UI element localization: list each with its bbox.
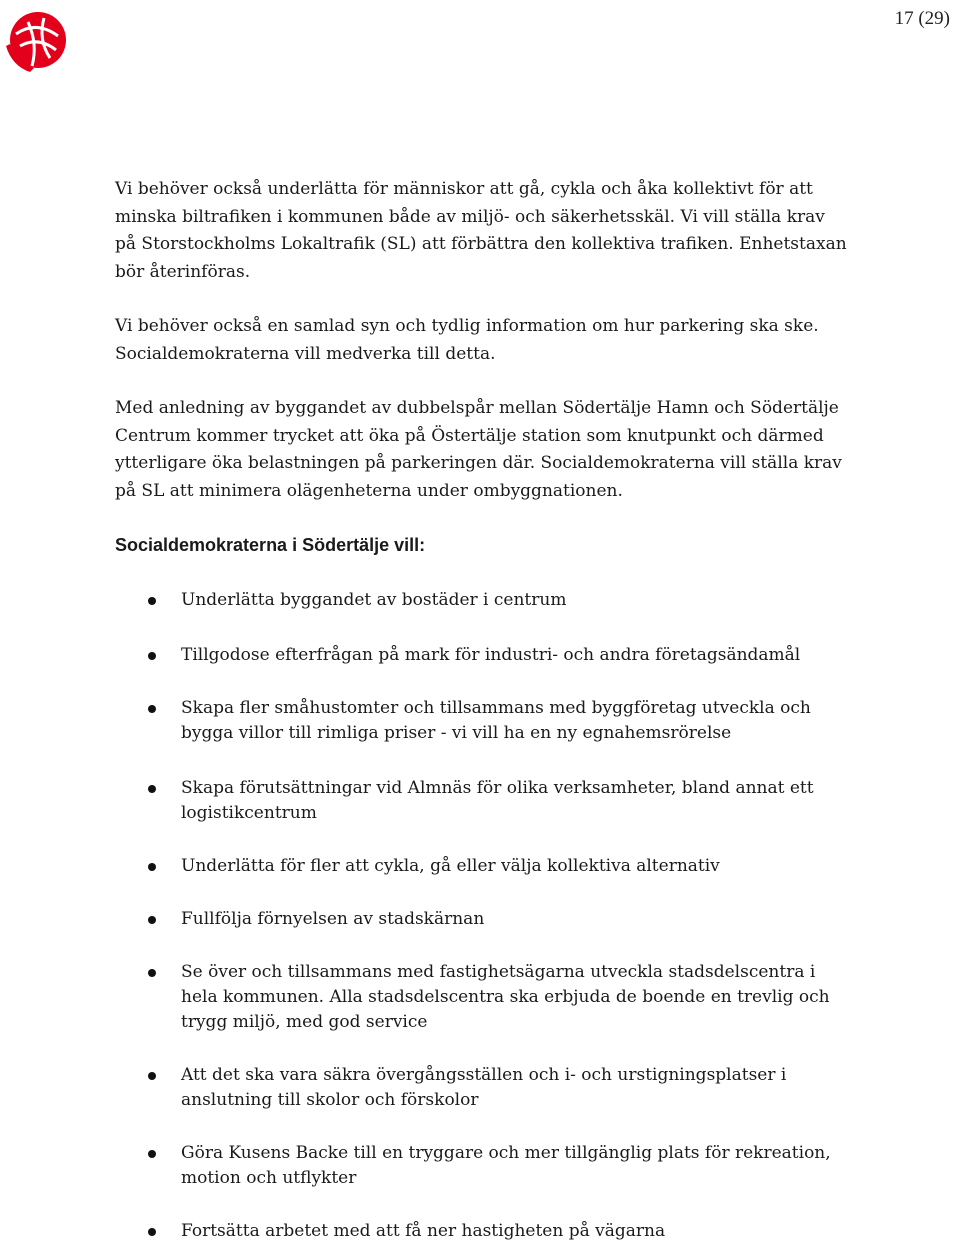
- paragraph-public-transport: Vi behöver också underlätta för människor att gå, cykla och åka kollektivt för att minska biltrafiken i kommunen både av miljö- och säkerhetsskäl. Vi vill ställa krav på Storstockholms Lokaltrafik (SL) att förbättra den kollektiva trafiken. Enhetstaxan bör återinföras.: [115, 179, 847, 282]
- body-text: [115, 176, 850, 532]
- list-item: Underlätta byggandet av bostäder i centrum: [115, 588, 855, 613]
- list-item: Att det ska vara säkra övergångsställen och i- och urstigningsplatser i anslutning till skolor och förskolor: [115, 1063, 855, 1113]
- bullet-list: [115, 588, 855, 1244]
- rose-logo-icon: [2, 4, 70, 74]
- list-item: Skapa förutsättningar vid Almnäs för olika verksamheter, bland annat ett logistikcentrum: [115, 776, 855, 826]
- list-item: Skapa fler småhustomter och tillsammans med byggföretag utveckla och bygga villor till rimliga priser - vi vill ha en ny egnahemsrörelse: [115, 696, 855, 746]
- list-item: Tillgodose efterfrågan på mark för industri- och andra företagsändamål: [115, 643, 855, 668]
- list-item: Göra Kusens Backe till en tryggare och mer tillgänglig plats för rekreation, motion och utflykter: [115, 1141, 855, 1191]
- list-item: Fortsätta arbetet med att få ner hastigheten på vägarna: [115, 1219, 855, 1244]
- section-heading: Socialdemokraterna i Södertälje vill:: [115, 535, 426, 555]
- page-number: 17 (29): [894, 8, 950, 29]
- list-item: Se över och tillsammans med fastighetsägarna utveckla stadsdelscentra i hela kommunen. Alla stadsdelscentra ska erbjuda de boende en trevlig och trygg miljö, med god service: [115, 960, 855, 1035]
- paragraph-double-track: Med anledning av byggandet av dubbelspår mellan Södertälje Hamn och Södertälje Centrum kommer trycket att öka på Östertälje station som knutpunkt och därmed ytterligare öka belastningen på parkeringen där. Socialdemokraterna vill ställa krav på SL att minimera olägenheterna under ombyggnationen.: [115, 398, 842, 501]
- paragraph-parking: Vi behöver också en samlad syn och tydlig information om hur parkering ska ske. Socialdemokraterna vill medverka till detta.: [115, 316, 819, 364]
- list-item: Fullfölja förnyelsen av stadskärnan: [115, 907, 855, 932]
- list-item: Underlätta för fler att cykla, gå eller välja kollektiva alternativ: [115, 854, 855, 879]
